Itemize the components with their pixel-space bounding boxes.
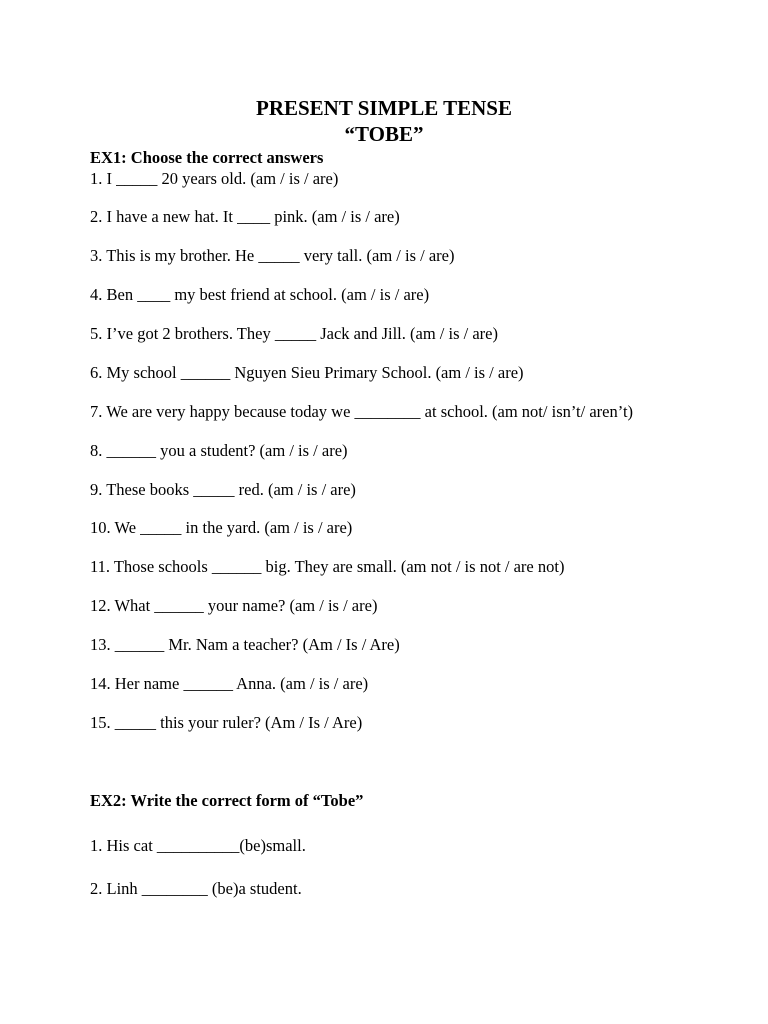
exercise-1-question-4: 4. Ben ____ my best friend at school. (am / is / are)	[90, 285, 430, 304]
exercise-1-question-7: 7. We are very happy because today we ________ at school. (am not/ isn’t/ aren’t)	[90, 402, 634, 421]
exercise-1-question-14: 14. Her name ______ Anna. (am / is / are)	[90, 674, 369, 693]
exercise-1-question-3: 3. This is my brother. He _____ very tall. (am / is / are)	[90, 246, 455, 265]
exercise-2-question-2: 2. Linh ________ (be)a student.	[90, 879, 302, 898]
exercise-1-question-6: 6. My school ______ Nguyen Sieu Primary School. (am / is / are)	[90, 363, 524, 382]
worksheet-title: PRESENT SIMPLE TENSE	[256, 96, 512, 120]
exercise-1-question-9: 9. These books _____ red. (am / is / are)	[90, 480, 356, 499]
exercise-1-question-2: 2. I have a new hat. It ____ pink. (am / is / are)	[90, 207, 400, 226]
exercise-1-question-13: 13. ______ Mr. Nam a teacher? (Am / Is / Are)	[90, 635, 400, 654]
worksheet-subtitle: “TOBE”	[344, 122, 424, 146]
exercise-2-question-1: 1. His cat __________(be)small.	[90, 836, 306, 855]
exercise-1-question-5: 5. I’ve got 2 brothers. They _____ Jack and Jill. (am / is / are)	[90, 324, 498, 343]
exercise-1-question-8: 8. ______ you a student? (am / is / are)	[90, 441, 348, 460]
exercise-1-question-12: 12. What ______ your name? (am / is / are)	[90, 596, 378, 615]
exercise-1-heading: EX1: Choose the correct answers	[90, 148, 324, 167]
exercise-1-question-10: 10. We _____ in the yard. (am / is / are)	[90, 518, 353, 537]
exercise-1-question-1: 1. I _____ 20 years old. (am / is / are)	[90, 169, 339, 188]
exercise-2-heading: EX2: Write the correct form of “Tobe”	[90, 791, 364, 810]
exercise-1-question-15: 15. _____ this your ruler? (Am / Is / Are)	[90, 713, 363, 732]
exercise-1-question-11: 11. Those schools ______ big. They are small. (am not / is not / are not)	[90, 557, 565, 576]
